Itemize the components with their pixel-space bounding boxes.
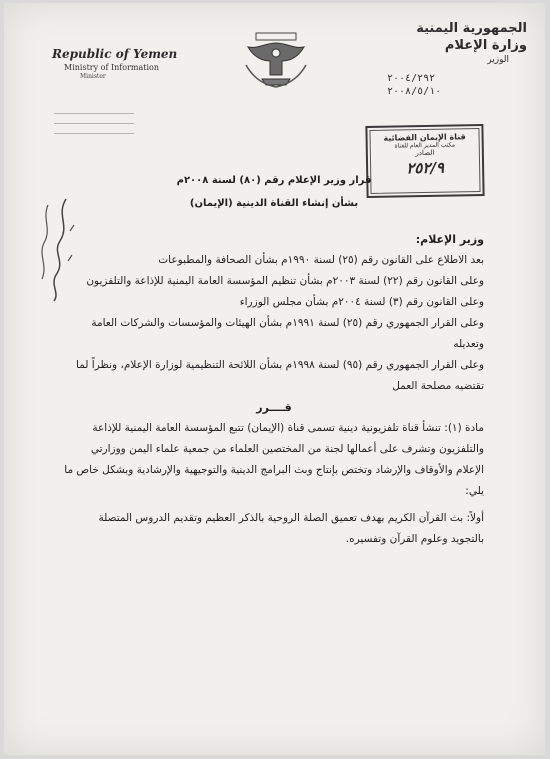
reference-date: ٢٠٠٨/٥/١٠ xyxy=(387,86,442,97)
preamble-2: وعلى القانون رقم (٢٢) لسنة ٢٠٠٣م بشأن تنظيم المؤسسة العامة اليمنية للإذاعة والتلفزيون xyxy=(86,275,484,287)
document-page xyxy=(4,3,545,755)
ministry-name-ar: وزارة الإعلام xyxy=(444,38,527,53)
stamp-outgoing: الصادر xyxy=(415,148,435,158)
preamble-4: وعلى القرار الجمهوري رقم (٢٥) لسنة ١٩٩١م بشأن الهيئات والمؤسسات والشركات العامة وتعديله xyxy=(91,317,484,350)
reference-lines xyxy=(54,113,134,143)
decree-title: قرار وزير الإعلام رقم (٨٠) لسنة ٢٠٠٨م xyxy=(176,175,372,186)
decree-subtitle: بشأن إنشاء القناة الدينية (الإيمان) xyxy=(189,198,359,209)
country-name-ar: الجمهورية اليمنية xyxy=(416,21,527,36)
country-name: Republic of Yemen xyxy=(52,47,178,61)
article-1: مادة (١): تنشأ قناة تلفزيونية دينية تسمى قناة (الإيمان) تتبع المؤسسة العامة اليمنية للإذاعة والتلفزيون وتشرف على أعمالها لجنة من المختصين العلماء من جمعية علماء اليمن ووزارتي الإعلام والأوقاف والإرشاد وتختص بإنتاج وبث البرامج الدينية والتوجيهية والإرشادية وبشكل خاص ما يلي: xyxy=(64,422,484,497)
decree-body xyxy=(64,171,484,550)
letterhead-english xyxy=(52,47,202,80)
minister-label-ar: الوزير xyxy=(487,55,509,65)
eagle-emblem-icon xyxy=(236,31,316,91)
letterhead-arabic xyxy=(357,21,527,97)
stamp-number: ٢٥٢/٩ xyxy=(406,158,445,178)
authority-heading: وزير الإعلام: xyxy=(415,233,484,246)
preamble-1: بعد الاطلاع على القانون رقم (٢٥) لسنة ١٩٩٠م بشأن الصحافة والمطبوعات xyxy=(158,254,484,266)
article-1-item-1: أولاً: بث القرآن الكريم بهدف تعميق الصلة الروحية بالذكر العظيم وتقديم الدروس المتصلة بالتجويد وعلوم القرآن وتفسيره. xyxy=(98,512,484,545)
preamble-5: وعلى القرار الجمهوري رقم (٩٥) لسنة ١٩٩٨م بشأن اللائحة التنظيمية لوزارة الإعلام، ونظراً لما تقتضيه مصلحة العمل xyxy=(76,359,484,392)
ministry-name: Ministry of Information xyxy=(64,63,159,72)
stamp-office: مكتب المدير العام للقناة xyxy=(394,141,456,150)
preamble-3: وعلى القانون رقم (٣) لسنة ٢٠٠٤م بشأن مجلس الوزراء xyxy=(239,296,484,308)
stamp-channel: قناة الإيمان الفضائية xyxy=(383,132,466,143)
reference-number: ٢٠٠٤/٢٩٢ xyxy=(387,73,436,84)
minister-label: Minister xyxy=(80,73,106,80)
decides-heading: قــــرر xyxy=(256,401,292,414)
